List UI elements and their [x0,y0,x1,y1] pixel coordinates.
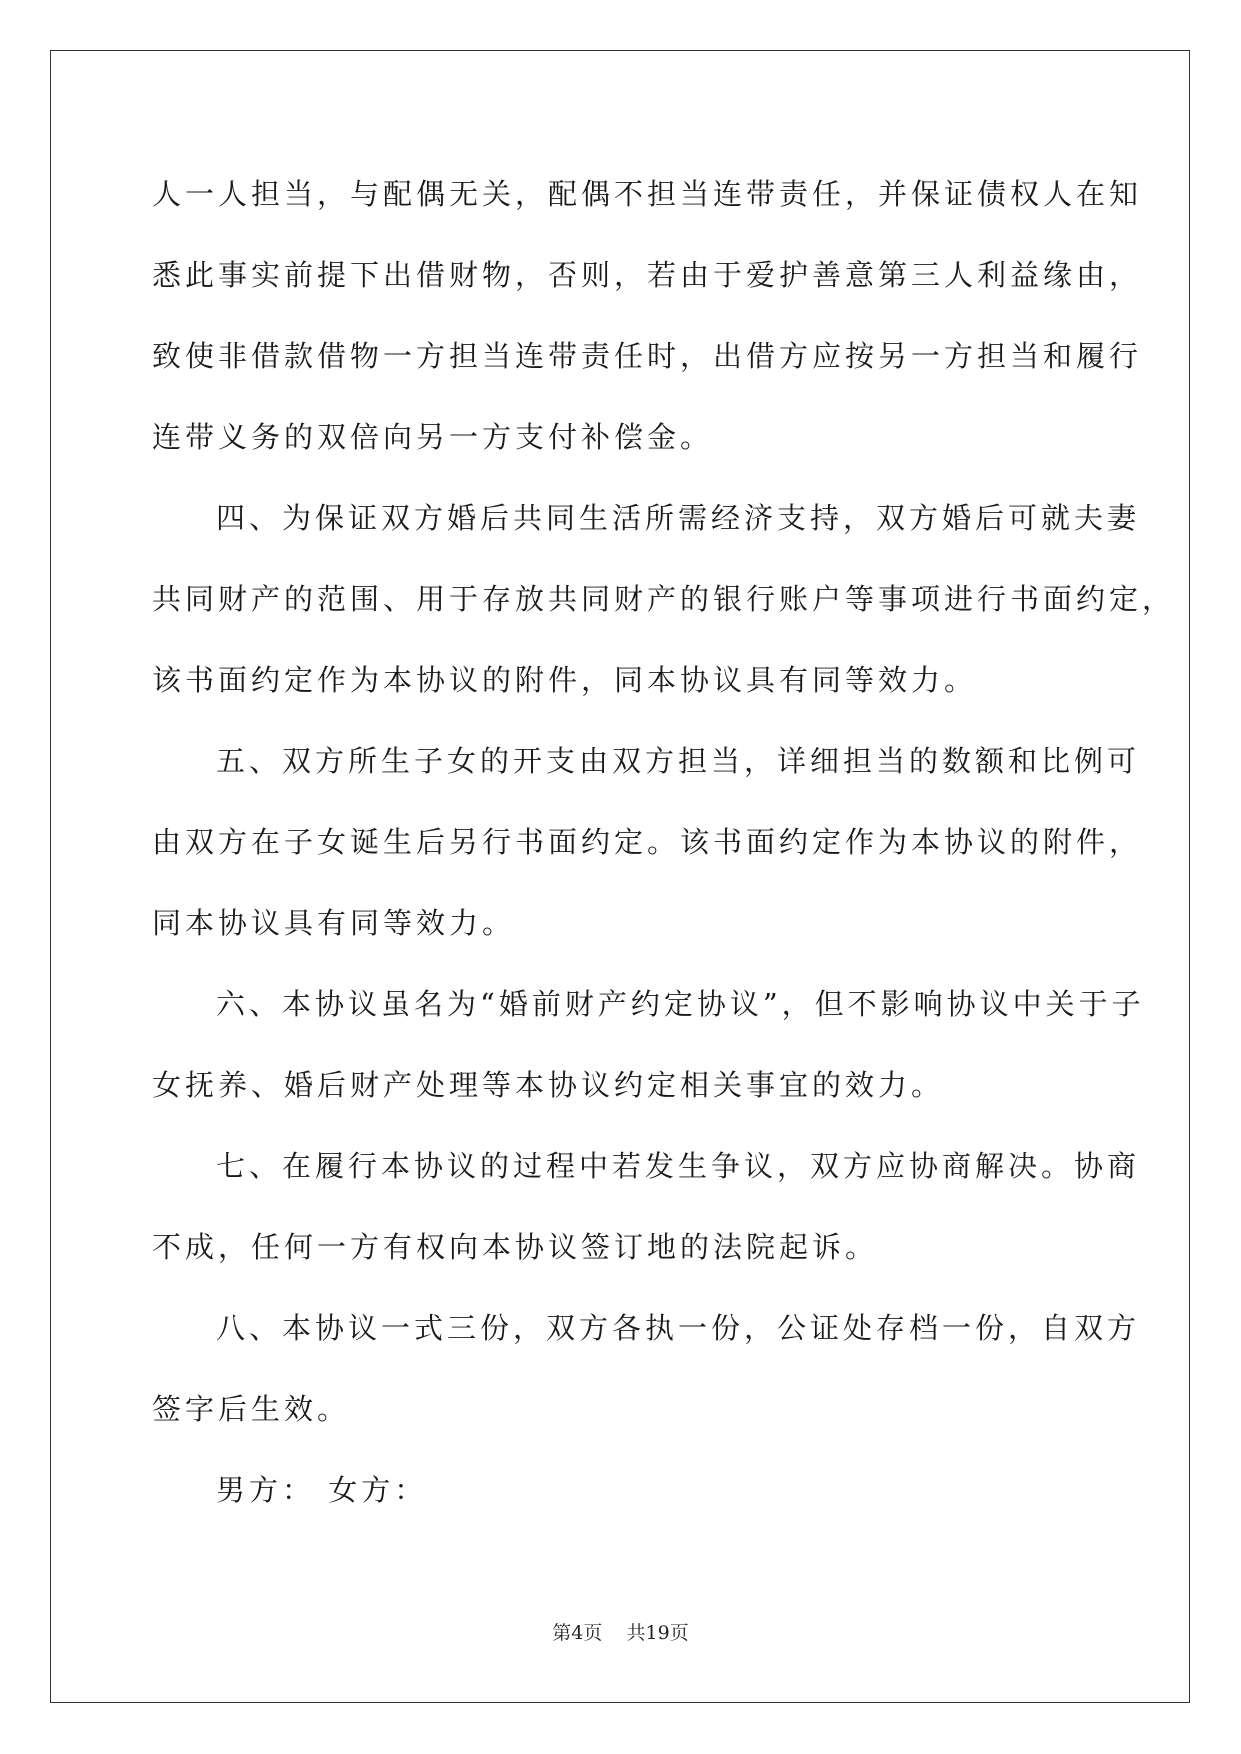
text-line: 该书面约定作为本协议的附件，同本协议具有同等效力。 [152,663,978,697]
page-number: 第4页 [552,1622,603,1644]
text-line: 连带义务的双倍向另一方支付补偿金。 [152,420,714,454]
clause-4-start: 四、为保证双方婚后共同生活所需经济支持，双方婚后可就夫妻 [216,501,1141,535]
signature-line: 男方： 女方： [216,1473,428,1507]
text-line: 女抚养、婚后财产处理等本协议约定相关事宜的效力。 [152,1068,945,1102]
text-line: 同本协议具有同等效力。 [152,906,516,940]
text-line: 签字后生效。 [152,1392,351,1426]
text-line: 共同财产的范围、用于存放共同财产的银行账户等事项进行书面约定， [152,582,1176,616]
text-line: 人一人担当，与配偶无关，配偶不担当连带责任，并保证债权人在知 [152,177,1143,211]
text-line: 由双方在子女诞生后另行书面约定。该书面约定作为本协议的附件， [152,825,1143,859]
page-total: 共19页 [626,1622,689,1644]
clause-7-start: 七、在履行本协议的过程中若发生争议，双方应协商解决。协商 [216,1149,1141,1183]
text-line: 不成，任何一方有权向本协议签订地的法院起诉。 [152,1230,879,1264]
text-line: 悉此事实前提下出借财物，否则，若由于爱护善意第三人利益缘由， [152,258,1143,292]
clause-6-start: 六、本协议虽名为“婚前财产约定协议”，但不影响协议中关于子 [216,987,1145,1021]
clause-8-start: 八、本协议一式三份，双方各执一份，公证处存档一份，自双方 [216,1311,1141,1345]
document-body [152,166,1176,1543]
clause-5-start: 五、双方所生子女的开支由双方担当，详细担当的数额和比例可 [216,744,1141,778]
text-line: 致使非借款借物一方担当连带责任时，出借方应按另一方担当和履行 [152,339,1143,373]
page-footer [0,1618,1241,1645]
